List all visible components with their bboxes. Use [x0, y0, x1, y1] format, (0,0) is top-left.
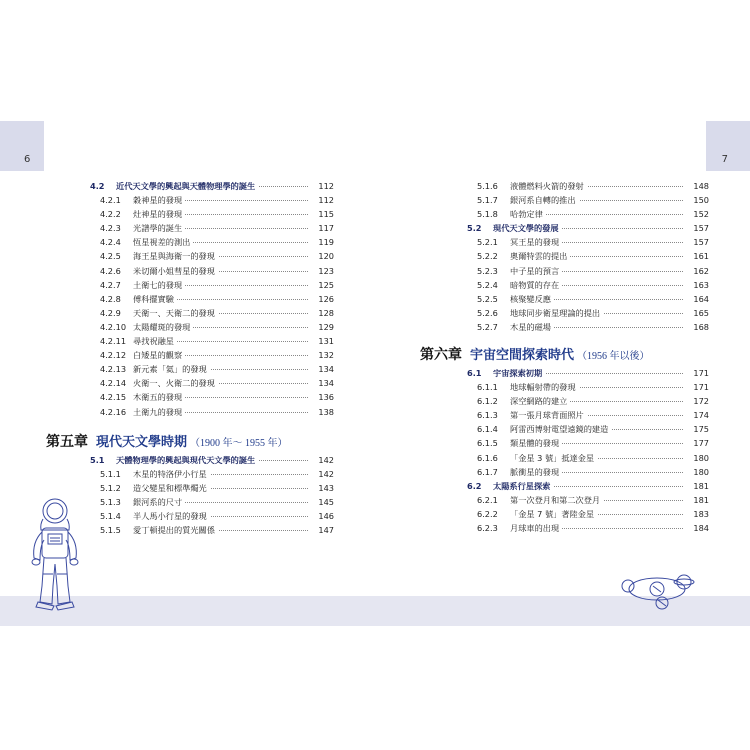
toc-entry-title: 造父變星和標準燭光	[133, 481, 210, 495]
toc-entry-page: 132	[318, 350, 334, 361]
toc-entry-title: 土衛七的發現	[133, 278, 185, 292]
toc-entry-page: 161	[693, 251, 709, 262]
toc-entry-page: 172	[693, 396, 709, 407]
toc-entry	[90, 495, 334, 509]
toc-entry-number: 6.1.5	[477, 438, 498, 449]
toc-entry-title: 尋找祝融星	[133, 334, 177, 348]
toc-entry-title: 阿雷西博射電望遠鏡的建造	[510, 422, 611, 436]
toc-entry-number: 4.2.11	[100, 336, 127, 347]
toc-entry	[467, 422, 709, 436]
toc-entry	[90, 249, 334, 263]
toc-entry-page: 177	[693, 438, 709, 449]
toc-entry-page: 145	[318, 497, 334, 508]
toc-entry	[467, 320, 709, 334]
toc-entry-page: 171	[693, 368, 709, 378]
left-page-number: 6	[24, 154, 31, 165]
toc-entry-page: 146	[318, 511, 334, 522]
toc-entry-number: 6.1.2	[477, 396, 498, 407]
toc-entry-page: 147	[318, 525, 334, 536]
chapter6-title: 宇宙空間探索時代	[470, 348, 575, 363]
toc-entry-title: 恆星視差的測出	[133, 235, 193, 249]
toc-entry-number: 5.1.7	[477, 195, 498, 206]
toc-entry-page: 112	[318, 195, 334, 206]
toc-entry-number: 4.2.1	[100, 195, 121, 206]
toc-entry-title: 第一次登月和第二次登月	[510, 493, 603, 507]
toc-entry-title: 木星的磁場	[510, 320, 554, 334]
toc-entry	[90, 278, 334, 292]
toc-entry-page: 117	[318, 223, 334, 234]
toc-entry-number: 5.1.3	[100, 497, 121, 508]
toc-entry-title: 太陽耀斑的發現	[133, 320, 193, 334]
toc-entry-title: 穀神星的發現	[133, 193, 185, 207]
toc-entry-number: 4.2.6	[100, 265, 121, 276]
toc-entry-number: 5.1.5	[100, 525, 121, 536]
toc-entry-title: 現代天文學的發展	[493, 221, 562, 235]
toc-entry-title: 木衛五的發現	[133, 390, 185, 404]
toc-entry-number: 6.2.2	[477, 508, 498, 519]
toc-entry-number: 6.2	[467, 480, 482, 491]
toc-entry-number: 5.1.1	[100, 469, 121, 480]
toc-entry	[467, 235, 709, 249]
toc-entry-page: 180	[693, 452, 709, 463]
toc-entry-page: 174	[693, 410, 709, 421]
toc-entry-title: 月球車的出現	[510, 521, 562, 535]
toc-entry-page: 134	[318, 378, 334, 389]
toc-entry-number: 5.1.8	[477, 209, 498, 220]
toc-entry-title: 地球輻射帶的發現	[510, 380, 579, 394]
toc-entry-title: 冥王星的發現	[510, 235, 562, 249]
toc-entry	[467, 451, 709, 465]
toc-entry	[90, 348, 334, 362]
astronaut-illustration	[24, 494, 86, 614]
toc-entry-page: 181	[693, 480, 709, 491]
toc-entry-number: 4.2.16	[100, 406, 127, 417]
toc-entry-page: 184	[693, 523, 709, 534]
toc-entry	[90, 467, 334, 481]
toc-entry-page: 120	[318, 251, 334, 262]
toc-entry-number: 6.2.1	[477, 494, 498, 505]
toc-entry	[90, 320, 334, 334]
toc-entry-title: 愛丁頓提出的質光關係	[133, 523, 218, 537]
toc-entry-page: 152	[693, 209, 709, 220]
toc-entry	[467, 408, 709, 422]
toc-entry-number: 4.2.5	[100, 251, 121, 262]
toc-entry-title: 半人馬小行星的發現	[133, 509, 210, 523]
left-page-tab	[0, 121, 44, 171]
toc-chapter6-entries	[467, 366, 709, 535]
toc-entry-title: 「金星 7 號」著陸金星	[510, 507, 597, 521]
toc-entry-title: 新元素「氦」的發現	[133, 362, 210, 376]
toc-entry	[467, 493, 709, 507]
toc-entry-page: 128	[318, 307, 334, 318]
toc-entry	[90, 221, 334, 235]
toc-entry-number: 4.2.14	[100, 378, 127, 389]
toc-entry-title: 奧爾特雲的提出	[510, 249, 570, 263]
toc-entry-title: 土衛九的發現	[133, 405, 185, 419]
toc-entry-number: 6.1.3	[477, 410, 498, 421]
toc-entry-number: 5.1	[90, 455, 105, 465]
toc-entry-title: 銀河系的尺寸	[133, 495, 185, 509]
toc-entry-title: 第一張月球背面照片	[510, 408, 587, 422]
toc-entry	[90, 334, 334, 348]
chapter5-label: 第五章	[46, 434, 88, 450]
toc-entry	[467, 207, 709, 221]
toc-entry-number: 4.2.8	[100, 293, 121, 304]
toc-entry-title: 天體物理學的興起與現代天文學的誕生	[116, 453, 258, 467]
toc-section-entry	[467, 366, 709, 380]
toc-entry	[467, 249, 709, 263]
toc-entry-page: 123	[318, 265, 334, 276]
orbit-planets-illustration	[618, 566, 696, 612]
toc-entry-number: 5.2.7	[477, 321, 498, 332]
toc-entry	[467, 394, 709, 408]
toc-entry	[90, 235, 334, 249]
toc-entry-page: 171	[693, 382, 709, 393]
toc-entry	[90, 306, 334, 320]
toc-entry-number: 5.2	[467, 223, 482, 234]
toc-entry-page: 175	[693, 424, 709, 435]
toc-entry-number: 4.2.3	[100, 223, 121, 234]
toc-entry-number: 4.2.12	[100, 350, 127, 361]
chapter6-period: （1956 年以後）	[577, 351, 650, 362]
toc-entry-title: 核聚變反應	[510, 292, 554, 306]
toc-entry-page: 143	[318, 483, 334, 494]
toc-entry-page: 183	[693, 508, 709, 519]
toc-entry	[90, 362, 334, 376]
toc-entry-number: 5.2.2	[477, 251, 498, 262]
toc-entry-number: 5.1.4	[100, 511, 121, 522]
toc-entry-page: 119	[318, 237, 334, 248]
toc-entry-title: 深空網路的建立	[510, 394, 570, 408]
toc-entry-title: 灶神星的發現	[133, 207, 185, 221]
toc-entry-page: 162	[693, 265, 709, 276]
toc-entry-page: 112	[318, 181, 334, 191]
chapter6-label: 第六章	[420, 347, 462, 363]
toc-entry-page: 163	[693, 279, 709, 290]
toc-entry-number: 4.2.15	[100, 392, 127, 403]
toc-entry	[90, 509, 334, 523]
toc-entry-number: 6.1.1	[477, 382, 498, 393]
toc-section-entry	[90, 453, 334, 467]
toc-entry	[467, 521, 709, 535]
toc-entry-page: 129	[318, 321, 334, 332]
toc-entry-number: 4.2	[90, 181, 105, 191]
toc-entry-title: 「金星 3 號」抵達金星	[510, 451, 597, 465]
toc-entry-page: 150	[693, 195, 709, 206]
toc-entry	[90, 481, 334, 495]
toc-entry	[90, 523, 334, 537]
toc-entry-title: 類星體的發現	[510, 436, 562, 450]
chapter5-heading	[46, 431, 288, 451]
right-page-number: 7	[721, 154, 728, 165]
toc-entry-title: 銀河系自轉的推出	[510, 193, 579, 207]
toc-entry-number: 5.2.5	[477, 293, 498, 304]
toc-entry-number: 4.2.4	[100, 237, 121, 248]
toc-section-entry	[467, 221, 709, 235]
right-page-tab	[706, 121, 750, 171]
toc-entry-page: 168	[693, 321, 709, 332]
toc-entry-number: 6.1.4	[477, 424, 498, 435]
toc-entry-page: 157	[693, 223, 709, 234]
toc-entry-page: 164	[693, 293, 709, 304]
toc-entry	[467, 193, 709, 207]
toc-entry-page: 115	[318, 209, 334, 220]
toc-entry-title: 液體燃料火箭的發射	[510, 179, 587, 193]
chapter5-period: （1900 年～ 1955 年）	[190, 438, 288, 449]
toc-entry-title: 木星的特洛伊小行星	[133, 467, 210, 481]
toc-section-entry	[90, 179, 334, 193]
toc-entry	[90, 405, 334, 419]
toc-entry-number: 5.1.6	[477, 181, 498, 191]
toc-entry-title: 宇宙探索初期	[493, 366, 545, 380]
toc-entry-title: 暗物質的存在	[510, 278, 562, 292]
toc-entry	[467, 179, 709, 193]
toc-chapter5-entries	[90, 453, 334, 538]
toc-entry-number: 5.2.1	[477, 237, 498, 248]
toc-right-column	[467, 179, 709, 334]
toc-entry-title: 中子星的預言	[510, 264, 562, 278]
toc-entry-page: 148	[693, 181, 709, 191]
toc-left-column	[90, 179, 334, 419]
toc-entry-number: 4.2.9	[100, 307, 121, 318]
toc-entry-title: 地球同步衛星理論的提出	[510, 306, 603, 320]
chapter6-heading	[420, 344, 650, 364]
toc-entry-page: 181	[693, 494, 709, 505]
toc-entry-number: 5.1.2	[100, 483, 121, 494]
toc-entry-title: 脈衝星的發現	[510, 465, 562, 479]
chapter5-title: 現代天文學時期	[96, 435, 188, 450]
toc-entry	[467, 264, 709, 278]
toc-entry-title: 太陽系行星探索	[493, 479, 553, 493]
toc-entry	[467, 292, 709, 306]
toc-entry-title: 近代天文學的興起與天體物理學的誕生	[116, 179, 258, 193]
toc-entry-number: 5.2.3	[477, 265, 498, 276]
toc-entry	[90, 193, 334, 207]
toc-entry-page: 142	[318, 455, 334, 465]
toc-entry-title: 米切爾小姐彗星的發現	[133, 264, 218, 278]
toc-entry-number: 4.2.13	[100, 364, 127, 375]
toc-entry-title: 火衛一、火衛二的發現	[133, 376, 218, 390]
toc-entry-page: 157	[693, 237, 709, 248]
toc-entry-title: 海王星與海衛一的發現	[133, 249, 218, 263]
toc-entry-title: 白矮星的觀察	[133, 348, 185, 362]
toc-entry	[467, 507, 709, 521]
toc-entry-page: 136	[318, 392, 334, 403]
toc-entry-page: 134	[318, 364, 334, 375]
toc-entry-title: 光譜學的誕生	[133, 221, 185, 235]
toc-entry	[467, 380, 709, 394]
toc-entry-number: 4.2.7	[100, 279, 121, 290]
toc-entry-number: 6.1.6	[477, 452, 498, 463]
toc-entry-page: 138	[318, 406, 334, 417]
toc-entry	[467, 465, 709, 479]
toc-entry	[467, 278, 709, 292]
toc-entry-page: 165	[693, 307, 709, 318]
toc-entry	[90, 207, 334, 221]
toc-entry	[467, 436, 709, 450]
toc-entry-page: 180	[693, 466, 709, 477]
toc-section-entry	[467, 479, 709, 493]
toc-entry-number: 6.1.7	[477, 466, 498, 477]
toc-entry-number: 5.2.4	[477, 279, 498, 290]
toc-entry	[90, 390, 334, 404]
toc-entry-page: 142	[318, 469, 334, 480]
toc-entry-page: 125	[318, 279, 334, 290]
toc-entry-page: 131	[318, 336, 334, 347]
toc-entry-number: 6.1	[467, 368, 482, 378]
toc-entry-title: 天衛一、天衛二的發現	[133, 306, 218, 320]
toc-entry	[467, 306, 709, 320]
toc-entry-title: 哈勃定律	[510, 207, 546, 221]
toc-entry	[90, 376, 334, 390]
toc-entry-number: 6.2.3	[477, 523, 498, 534]
toc-entry	[90, 292, 334, 306]
toc-entry-number: 5.2.6	[477, 307, 498, 318]
toc-entry-page: 126	[318, 293, 334, 304]
toc-entry	[90, 264, 334, 278]
toc-entry-title: 傅科擺實驗	[133, 292, 177, 306]
toc-entry-number: 4.2.10	[100, 321, 127, 332]
toc-entry-number: 4.2.2	[100, 209, 121, 220]
